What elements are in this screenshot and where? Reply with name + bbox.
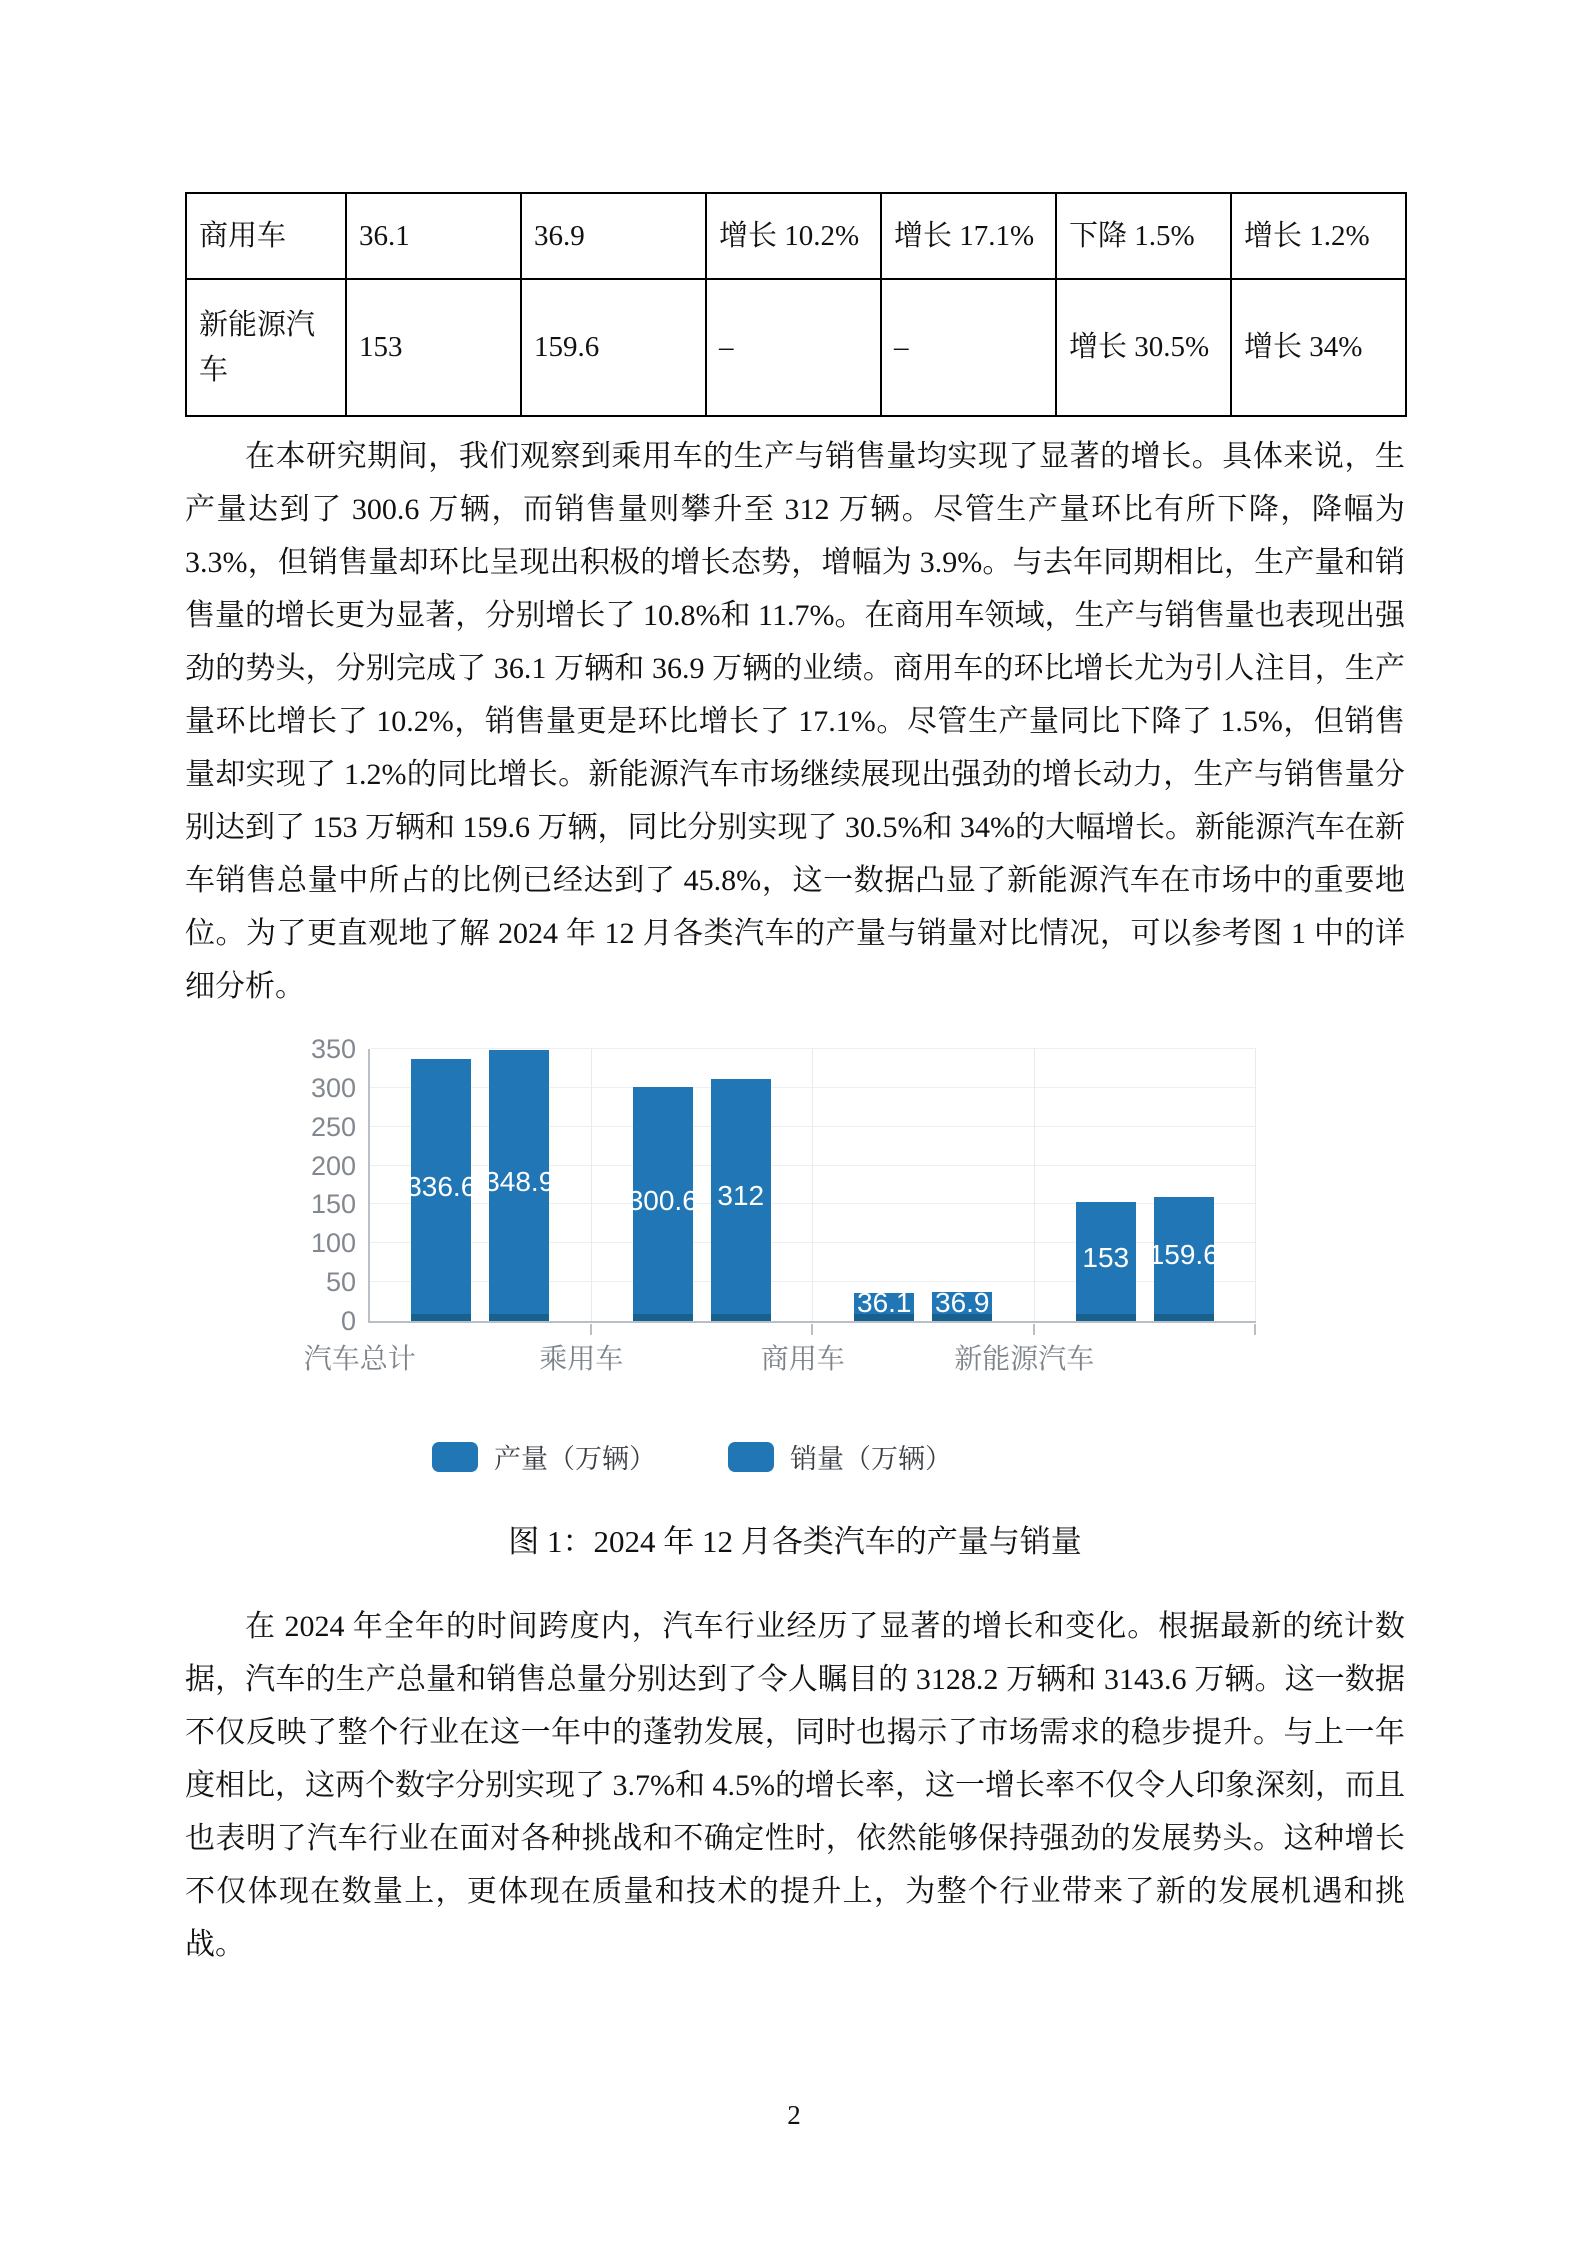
bar-group <box>813 1049 1035 1321</box>
y-axis-tick-label: 0 <box>340 1306 356 1336</box>
figure-caption: 图 1：2024 年 12 月各类汽车的产量与销量 <box>508 1524 1082 1559</box>
legend-label: 销量（万辆） <box>790 1444 952 1474</box>
data-table <box>185 192 1407 417</box>
chart-groups <box>370 1049 1256 1321</box>
chart-y-axis-labels <box>304 1034 368 1336</box>
category-label: 新能源汽车 <box>954 1343 1095 1374</box>
legend-item-sales <box>728 1437 952 1476</box>
category-label: 乘用车 <box>539 1343 624 1374</box>
chart-category-labels <box>249 1323 1135 1377</box>
bar <box>932 1287 992 1321</box>
bar <box>1076 1202 1136 1321</box>
table-cell: 下降 1.5% <box>1056 193 1231 279</box>
legend-swatch-icon <box>728 1442 774 1472</box>
y-axis-tick-label: 100 <box>310 1228 356 1259</box>
bar <box>711 1079 771 1321</box>
table-cell: 36.9 <box>521 193 706 279</box>
table-cell: – <box>706 279 881 416</box>
table-cell: 增长 34% <box>1231 279 1406 416</box>
bar <box>627 1087 698 1321</box>
bar-value-label: 300.6 <box>627 1184 698 1216</box>
y-axis-tick-label: 200 <box>310 1150 356 1181</box>
bar <box>854 1287 914 1321</box>
table-cell: 增长 1.2% <box>1231 193 1406 279</box>
table-row <box>186 193 1406 279</box>
table-cell: 增长 17.1% <box>881 193 1056 279</box>
bar-group <box>370 1049 592 1321</box>
table-cell: 36.1 <box>346 193 521 279</box>
legend-item-production <box>432 1437 656 1476</box>
table-cell: 增长 30.5% <box>1056 279 1231 416</box>
bar-value-label: 348.9 <box>484 1165 555 1197</box>
bar-value-label: 36.9 <box>935 1287 990 1319</box>
y-axis-tick-label: 250 <box>310 1111 356 1142</box>
table-cell: 新能源汽车 <box>186 279 346 416</box>
chart-legend <box>249 1437 1135 1476</box>
y-axis-tick-label: 350 <box>310 1034 356 1064</box>
figure-bar-chart <box>185 1034 1405 1476</box>
bar-value-label: 153 <box>1082 1242 1130 1274</box>
bar <box>406 1059 477 1321</box>
table-cell: 153 <box>346 279 521 416</box>
category-label: 商用车 <box>760 1343 845 1374</box>
bar-group <box>592 1049 814 1321</box>
legend-label: 产量（万辆） <box>494 1444 656 1474</box>
bar-value-label: 159.6 <box>1148 1239 1219 1271</box>
bar-group <box>1035 1049 1257 1321</box>
bar-value-label: 312 <box>717 1180 765 1212</box>
table-row <box>186 279 1406 416</box>
bar <box>1148 1197 1219 1321</box>
paragraph-1: 在本研究期间，我们观察到乘用车的生产与销售量均实现了显著的增长。具体来说，生产量达到了 300.6 万辆，而销售量则攀升至 312 万辆。尽管生产量环比有所下降，降幅为 3.3%，但销售量却环比呈现出积极的增长态势，增幅为 3.9%。与去年同期相比，生产量和销售量的增长更为显著，分别增长了 10.8%和 11.7%。在商用车领域，生产与销售量也表现出强劲的势头，分别完成了 36.1 万辆和 36.9 万辆的业绩。商用车的环比增长尤为引人注目，生产量环比增长了 10.2%，销售量更是环比增长了 17.1%。尽管生产量同比下降了 1.5%，但销售量却实现了 1.2%的同比增长。新能源汽车市场继续展现出强劲的增长动力，生产与销售量分别达到了 153 万辆和 159.6 万辆，同比分别实现了 30.5%和 34%的大幅增长。新能源汽车在新车销售总量中所占的比例已经达到了 45.8%，这一数据凸显了新能源汽车在市场中的重要地位。为了更直观地了解 2024 年 12 月各类汽车的产量与销量对比情况，可以参考图 1 中的详细分析。 <box>185 440 1405 1003</box>
paragraph-2: 在 2024 年全年的时间跨度内，汽车行业经历了显著的增长和变化。根据最新的统计数据，汽车的生产总量和销售总量分别达到了令人瞩目的 3128.2 万辆和 3143.6 万辆。这一数据不仅反映了整个行业在这一年中的蓬勃发展，同时也揭示了市场需求的稳步提升。与上一年度相比，这两个数字分别实现了 3.7%和 4.5%的增长率，这一增长率不仅令人印象深刻，而且也表明了汽车行业在面对各种挑战和不确定性时，依然能够保持强劲的发展势头。这种增长不仅体现在数量上，更体现在质量和技术的提升上，为整个行业带来了新的发展机遇和挑战。 <box>185 1610 1405 1961</box>
bar-value-label: 336.6 <box>406 1170 477 1202</box>
y-axis-tick-label: 50 <box>325 1267 356 1298</box>
page-number: 2 <box>787 2100 801 2130</box>
category-label: 汽车总计 <box>303 1343 416 1374</box>
bar-value-label: 36.1 <box>857 1287 912 1319</box>
y-axis-tick-label: 300 <box>310 1072 356 1103</box>
table-cell: – <box>881 279 1056 416</box>
bar <box>484 1050 555 1321</box>
table-cell: 商用车 <box>186 193 346 279</box>
table-cell: 159.6 <box>521 279 706 416</box>
legend-swatch-icon <box>432 1442 478 1472</box>
y-axis-tick-label: 150 <box>310 1189 356 1220</box>
chart-plot <box>368 1049 1256 1323</box>
chart-area <box>304 1034 1405 1336</box>
table-cell: 增长 10.2% <box>706 193 881 279</box>
